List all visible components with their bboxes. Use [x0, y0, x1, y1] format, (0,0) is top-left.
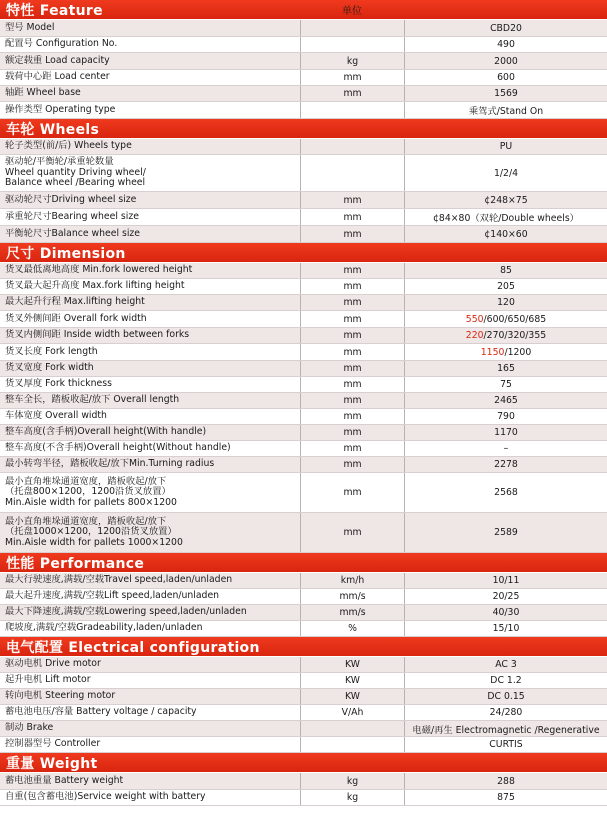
row-value: 2568: [404, 473, 607, 512]
row-unit: mm: [300, 457, 404, 472]
row-label: 最小直角堆垛通道宽度，踏板收起/放下 （托盘800×1200，1200沿货叉放置） Min.Aisle width for pallets 800×1200: [5, 475, 177, 508]
row-label: 货叉长度 Fork length: [5, 345, 98, 357]
section-title: 电气配置 Electrical configuration: [6, 639, 260, 656]
table-row: [0, 393, 607, 409]
row-unit: mm: [300, 295, 404, 310]
row-value: 790: [404, 409, 607, 424]
table-row: [0, 311, 607, 328]
value-highlight: 550: [465, 313, 484, 325]
row-value: 205: [404, 279, 607, 294]
row-unit: mm: [300, 311, 404, 327]
row-value: 2589: [404, 513, 607, 552]
row-label: 车体宽度 Overall width: [5, 410, 107, 422]
row-value: 75: [404, 377, 607, 392]
row-unit: [300, 721, 404, 736]
table-row: [0, 457, 607, 473]
table-row: [0, 513, 607, 553]
row-unit: [300, 20, 404, 36]
table-row: [0, 425, 607, 441]
row-label: 转向电机 Steering motor: [5, 690, 116, 702]
row-unit: mm/s: [300, 605, 404, 620]
row-value: 乘驾式/Stand On: [404, 102, 607, 118]
row-label: 整车高度(不含手柄)Overall height(Without handle): [5, 442, 231, 454]
row-unit: mm: [300, 279, 404, 294]
section-title: 重量 Weight: [6, 755, 98, 772]
section-title: 尺寸 Dimension: [6, 245, 126, 262]
section-header: [0, 553, 607, 573]
row-value: [404, 328, 607, 343]
table-row: [0, 20, 607, 37]
table-row: [0, 344, 607, 361]
section-header: [0, 243, 607, 263]
row-label: 驱动轮/平衡轮/承重轮数量 Wheel quantity Driving wheel/ Balance wheel /Bearing wheel: [5, 156, 146, 189]
row-unit: mm: [300, 226, 404, 242]
row-unit: mm: [300, 425, 404, 440]
row-unit: KW: [300, 657, 404, 672]
value-rest: /1200: [504, 346, 532, 358]
row-value: 2278: [404, 457, 607, 472]
row-unit: [300, 737, 404, 752]
row-label: 最小转弯半径，踏板收起/放下Min.Turning radius: [5, 458, 215, 470]
row-value: 1170: [404, 425, 607, 440]
row-label: 制动 Brake: [5, 722, 54, 734]
row-value: 120: [404, 295, 607, 310]
row-label: 货叉最低离地高度 Min.fork lowered height: [5, 264, 193, 276]
row-label: 整车高度(含手柄)Overall height(With handle): [5, 426, 207, 438]
row-label: 最大起升速度,满载/空载Lift speed,laden/unladen: [5, 590, 220, 602]
row-value: [404, 311, 607, 327]
table-row: [0, 441, 607, 457]
table-row: [0, 279, 607, 295]
section-title: 车轮 Wheels: [6, 121, 100, 138]
row-value: 2000: [404, 53, 607, 69]
row-value: ¢140×60: [404, 226, 607, 242]
row-unit: kg: [300, 773, 404, 789]
row-label: 轮子类型(前/后) Wheels type: [5, 140, 132, 152]
row-unit: kg: [300, 53, 404, 69]
row-unit: mm: [300, 377, 404, 392]
row-label: 型号 Model: [5, 21, 55, 33]
row-value: 1/2/4: [404, 155, 607, 191]
row-label: 货叉外侧间距 Overall fork width: [5, 312, 147, 324]
row-value: 40/30: [404, 605, 607, 620]
row-value: 85: [404, 263, 607, 278]
row-unit: mm: [300, 70, 404, 85]
section-header: [0, 753, 607, 773]
table-row: [0, 621, 607, 637]
row-unit: mm: [300, 209, 404, 225]
row-unit: mm: [300, 393, 404, 408]
row-label: 最大行驶速度,满载/空载Travel speed,laden/unladen: [5, 574, 233, 586]
table-row: [0, 102, 607, 119]
row-value: CURTIS: [404, 737, 607, 752]
table-row: [0, 328, 607, 344]
table-row: [0, 155, 607, 192]
row-unit: [300, 139, 404, 154]
section-title: 特性 Feature: [6, 2, 103, 19]
table-row: [0, 657, 607, 673]
table-row: [0, 377, 607, 393]
table-row: [0, 70, 607, 86]
table-row: [0, 473, 607, 513]
row-label: 额定载重 Load capacity: [5, 54, 110, 66]
value-rest: /600/650/685: [483, 313, 547, 325]
row-value: CBD20: [404, 20, 607, 36]
row-unit: %: [300, 621, 404, 636]
row-value: DC 1.2: [404, 673, 607, 688]
row-value: [404, 344, 607, 360]
row-unit: mm: [300, 263, 404, 278]
row-value: 490: [404, 37, 607, 52]
row-unit: mm: [300, 361, 404, 376]
row-value: 10/11: [404, 573, 607, 588]
table-row: [0, 192, 607, 209]
section-title: 性能 Performance: [6, 555, 145, 572]
row-value: –: [404, 441, 607, 456]
row-unit: kg: [300, 790, 404, 805]
table-row: [0, 673, 607, 689]
row-label: 起升电机 Lift motor: [5, 674, 91, 686]
section-header: [0, 637, 607, 657]
row-label: 蓄电池重量 Battery weight: [5, 774, 124, 786]
row-label: 轴距 Wheel base: [5, 87, 81, 99]
row-label: 操作类型 Operating type: [5, 103, 116, 115]
row-label: 驱动轮尺寸Driving wheel size: [5, 193, 137, 205]
unit-column-header: 单位: [342, 6, 362, 17]
row-label: 配置号 Configuration No.: [5, 38, 118, 50]
row-unit: mm: [300, 344, 404, 360]
row-value: 600: [404, 70, 607, 85]
row-unit: KW: [300, 673, 404, 688]
table-row: [0, 226, 607, 243]
row-unit: mm: [300, 513, 404, 552]
row-unit: [300, 155, 404, 191]
section-header: [0, 0, 607, 20]
row-unit: mm: [300, 86, 404, 101]
row-label: 蓄电池电压/容量 Battery voltage / capacity: [5, 706, 197, 718]
table-row: [0, 573, 607, 589]
row-unit: [300, 37, 404, 52]
table-row: [0, 209, 607, 226]
row-label: 货叉内侧间距 Inside width between forks: [5, 329, 190, 341]
row-value: DC 0.15: [404, 689, 607, 704]
table-row: [0, 139, 607, 155]
row-value: 288: [404, 773, 607, 789]
row-label: 货叉最大起升高度 Max.fork lifting height: [5, 280, 185, 292]
row-unit: mm: [300, 473, 404, 512]
row-label: 平衡轮尺寸Balance wheel size: [5, 227, 141, 239]
row-value: 165: [404, 361, 607, 376]
table-row: [0, 737, 607, 753]
row-value: 2465: [404, 393, 607, 408]
row-unit: mm: [300, 328, 404, 343]
table-row: [0, 721, 607, 737]
row-unit: mm/s: [300, 589, 404, 604]
row-label: 货叉厚度 Fork thickness: [5, 378, 112, 390]
row-value: 15/10: [404, 621, 607, 636]
table-row: [0, 790, 607, 806]
table-row: [0, 589, 607, 605]
row-label: 货叉宽度 Fork width: [5, 362, 94, 374]
row-value: 1569: [404, 86, 607, 101]
table-row: [0, 705, 607, 721]
row-label: 载荷中心距 Load center: [5, 71, 110, 83]
row-label: 最大起升行程 Max.lifting height: [5, 296, 145, 308]
row-label: 最大下降速度,满载/空载Lowering speed,laden/unladen: [5, 606, 247, 618]
section-header: [0, 119, 607, 139]
row-unit: KW: [300, 689, 404, 704]
row-label: 控制器型号 Controller: [5, 738, 101, 750]
row-label: 最小直角堆垛通道宽度，踏板收起/放下 （托盘1000×1200，1200沿货叉放置） Min.Aisle width for pallets 1000×1200: [5, 515, 183, 548]
row-unit: [300, 102, 404, 118]
row-value: 电磁/再生 Electromagnetic /Regenerative: [404, 721, 607, 736]
row-value: 24/280: [404, 705, 607, 720]
row-label: 自重(包含蓄电池)Service weight with battery: [5, 791, 206, 803]
row-value: ¢248×75: [404, 192, 607, 208]
row-value: AC 3: [404, 657, 607, 672]
table-row: [0, 263, 607, 279]
row-value: ¢84×80（双轮/Double wheels）: [404, 209, 607, 225]
row-unit: mm: [300, 192, 404, 208]
row-label: 爬坡度,满载/空载Gradeability,laden/unladen: [5, 622, 203, 634]
value-rest: /270/320/355: [483, 330, 547, 341]
table-row: [0, 37, 607, 53]
row-label: 驱动电机 Drive motor: [5, 658, 101, 670]
table-row: [0, 53, 607, 70]
table-row: [0, 295, 607, 311]
row-value: PU: [404, 139, 607, 154]
row-unit: V/Ah: [300, 705, 404, 720]
row-unit: km/h: [300, 573, 404, 588]
table-row: [0, 361, 607, 377]
table-row: [0, 689, 607, 705]
table-row: [0, 86, 607, 102]
table-row: [0, 409, 607, 425]
row-value: 20/25: [404, 589, 607, 604]
value-highlight: 220: [465, 330, 484, 341]
row-label: 承重轮尺寸Bearing wheel size: [5, 210, 139, 222]
table-row: [0, 773, 607, 790]
row-label: 整车全长，踏板收起/放下 Overall length: [5, 394, 180, 406]
row-unit: mm: [300, 409, 404, 424]
table-row: [0, 605, 607, 621]
row-unit: mm: [300, 441, 404, 456]
row-value: 875: [404, 790, 607, 805]
value-highlight: 1150: [480, 346, 505, 358]
